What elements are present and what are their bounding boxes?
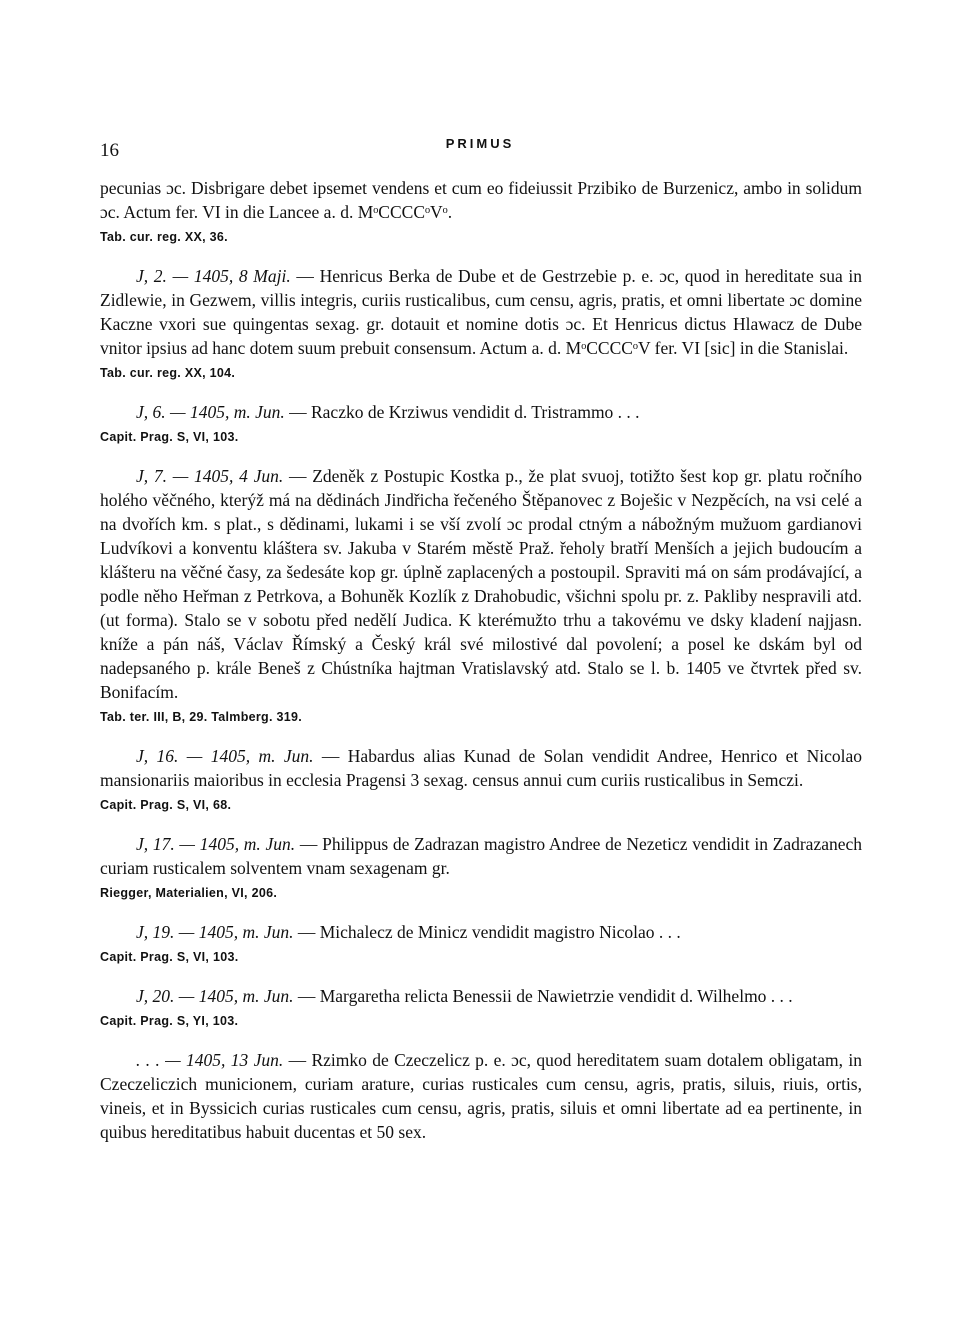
entry-5: [100, 832, 862, 900]
document-body: [100, 176, 862, 1164]
entry-text: [100, 984, 862, 1008]
running-header: PRIMUS: [445, 136, 515, 151]
entry-head: J, 17. — 1405, m. Jun.: [136, 834, 296, 854]
entry-head: J, 6. — 1405, m. Jun.: [136, 402, 285, 422]
entry-7: [100, 984, 862, 1028]
entry-1: [100, 264, 862, 380]
entry-source: Capit. Prag. S, VI, 103.: [100, 950, 239, 964]
entry-source: Tab. cur. reg. XX, 36.: [100, 230, 228, 244]
entry-text: [100, 832, 862, 880]
entry-2: [100, 400, 862, 444]
entry-source: Tab. cur. reg. XX, 104.: [100, 366, 236, 380]
entry-text: [100, 464, 862, 704]
entry-head: J, 20. — 1405, m. Jun.: [136, 986, 294, 1006]
entry-body: — Philippus de Zadrazan magistro Andree de Nezeticz vendidit in Zadrazanech curiam rusticalem solventem vnam sexagenam gr.: [100, 834, 863, 878]
entry-body: — Habardus alias Kunad de Solan vendidit Andree, Henrico et Nicolao mansionariis maioribus in ecclesia Pragensi 3 sexag. census annui cum curiis rusticalibus in Semczi.: [100, 746, 863, 790]
entry-body: — Michalecz de Minicz vendidit magistro Nicolao . . .: [297, 922, 681, 942]
entry-source: Capit. Prag. S, VI, 103.: [100, 430, 239, 444]
entry-body: — Henricus Berka de Dube et de Gestrzebie p. e. ɔc, quod in hereditate sua in Zidlewie, in Gezwem, villis integris, curiis rusticalibus, cum censu, agris, pratis, et omni libertate ɔc domine Kaczne vxori sue quingentas sexag. gr. dotauit et nomine dotis ɔc. Et Henricus dictus Hlawacz de Dube vnitor ipsius ad hanc dotem suum prebuit consensum. Actum a. d. MᵒCCCCᵒV fer. VI [sic] in die Stanislai.: [100, 266, 862, 358]
entry-head: J, 7. — 1405, 4 Jun.: [136, 466, 284, 486]
entry-body: — Margaretha relicta Benessii de Nawietrzie vendidit d. Wilhelmo . . .: [297, 986, 793, 1006]
entry-source: Riegger, Materialien, VI, 206.: [100, 886, 278, 900]
entry-head: J, 19. — 1405, m. Jun.: [136, 922, 294, 942]
entry-0: [100, 176, 862, 244]
entry-body: — Zdeněk z Postupic Kostka p., že plat svuoj, totižto šest kop gr. platu ročního holého věčného, kterýž má na dědinách Jindřicha řečeného Štěpanovec z Boješic v Nezpěcích, na vsi celé a na dvořích km. s plat., s dědinami, lukami i se vší zvolí ɔc prodal ctným a nábožným mužuom gardianovi Ludvíkovi a konventu kláštera sv. Jakuba v Starém městě Praž. řeholy bratří Menších a jejich budoucím a klášteru na věčné časy, za šedesáte kop gr. úplně zaplacených a postoupil. Spraviti má on sám prodávající, a podle něho Heřman z Petrkova, a Bohuněk Kozlík z Drahobudic, všichni spolu pr. z. Pakliby nespravili atd. (ut forma). Stalo se v sobotu před nedělí Judica. K kterémužto trhu a takovému ve dsky kladení najjasn. kníže a pán náš, Václav Římský a Český král své milostivé dal povolení; a posel ke dskám byl od nadepsaného p. krále Beneš z Chústníka hajtman Vratislavský atd. Stalo se l. b. 1405 ve čtvrtek před sv. Bonifacím.: [100, 466, 862, 702]
entry-source: Capit. Prag. S, VI, 68.: [100, 798, 232, 812]
entry-head: . . . — 1405, 13 Jun.: [136, 1050, 284, 1070]
entry-head: J, 2. — 1405, 8 Maji.: [136, 266, 291, 286]
entry-4: [100, 744, 862, 812]
entry-head: J, 16. — 1405, m. Jun.: [136, 746, 314, 766]
entry-text: [100, 176, 862, 224]
entry-text: [100, 1048, 862, 1144]
entry-3: [100, 464, 862, 724]
entry-body: — Raczko de Krziwus vendidit d. Tristrammo . . .: [289, 402, 640, 422]
entry-body: — Rzimko de Czeczelicz p. e. ɔc, quod hereditatem suam dotalem obligatam, in Czeczeliczich municionem, curiam arature, curias rusticales cum censu, agris, pratis, siluis, riuis, ortis, vineis, et in Byssicich curias rusticales cum censu, agris, pratis, siluis et omni libertate ad ea pertinente, in quibus hereditatibus habuit ducentas et 50 sex.: [100, 1050, 862, 1142]
entry-text: [100, 744, 862, 792]
entry-source: Tab. ter. III, B, 29. Talmberg. 319.: [100, 710, 303, 724]
entry-8: [100, 1048, 862, 1144]
page-number: 16: [100, 140, 119, 161]
entry-text: [100, 400, 862, 424]
entry-text: [100, 920, 862, 944]
entry-source: Capit. Prag. S, YI, 103.: [100, 1014, 239, 1028]
entry-text: [100, 264, 862, 360]
entry-6: [100, 920, 862, 964]
entry-body: pecunias ɔc. Disbrigare debet ipsemet vendens et cum eo fideiussit Przibiko de Burzenicz, ambo in solidum ɔc. Actum fer. VI in die Lancee a. d. MᵒCCCCᵒVᵒ.: [100, 178, 862, 222]
